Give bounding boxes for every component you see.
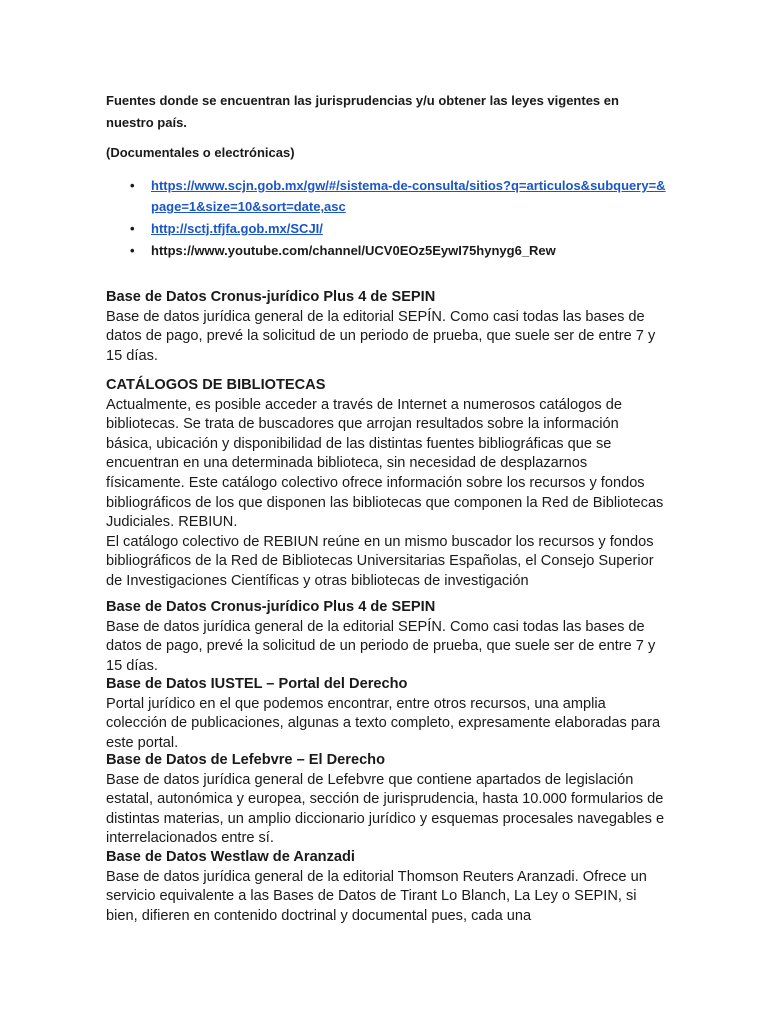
section-iustel bbox=[106, 675, 666, 753]
section-text: Base de datos jurídica general de Lefebvre que contiene apartados de legislación estatal, autonómica y europea, sección de jurisprudencia, hasta 10.000 formularios de distintas materias, un amplio diccionario jurídico y esquemas procesales navegables e interrelacionados entre sí. bbox=[106, 771, 665, 847]
section-title: Base de Datos Westlaw de Aranzadi bbox=[106, 849, 355, 865]
section-catalogos bbox=[106, 376, 666, 592]
section-text: Portal jurídico en el que podemos encontrar, entre otros recursos, una amplia colección de publicaciones, algunas a texto completo, expresamente elaboradas para este portal. bbox=[106, 695, 661, 751]
section-text: Actualmente, es posible acceder a través de Internet a numerosos catálogos de bibliotecas. Se trata de buscadores que arrojan resultados sobre la información básica, ubicación y disponibilidad de las distintas fuentes bibliográficas que se encuentran en una determinada biblioteca, sin necesidad de desplazarnos físicamente. Este catálogo colectivo ofrece información sobre los recursos y fondos bibliográficos de los que disponen las bibliotecas que componen la Red de Bibliotecas Judiciales. REBIUN. bbox=[106, 396, 664, 531]
bullet-icon: • bbox=[130, 178, 135, 193]
section-text: El catálogo colectivo de REBIUN reúne en un mismo buscador los recursos y fondos bibliográficos de la Red de Bibliotecas Universitarias Españolas, el Consejo Superior de Investigaciones Científicas y otras bibliotecas de investigación bbox=[106, 533, 654, 589]
intro-subheading: (Documentales o electrónicas) bbox=[106, 145, 295, 160]
section-title: Base de Datos de Lefebvre – El Derecho bbox=[106, 752, 386, 768]
list-item bbox=[106, 175, 666, 217]
section-cronus-2 bbox=[106, 598, 666, 676]
tfjfa-link[interactable]: http://sctj.tfjfa.gob.mx/SCJI/ bbox=[151, 221, 323, 236]
section-lefebvre bbox=[106, 751, 666, 849]
list-item bbox=[106, 218, 666, 239]
section-westlaw bbox=[106, 848, 666, 926]
section-cronus-1 bbox=[106, 288, 666, 366]
section-text: Base de datos jurídica general de la editorial SEPÍN. Como casi todas las bases de datos de pago, prevé la solicitud de un periodo de prueba, que suele ser de entre 7 y 15 días. bbox=[106, 308, 656, 364]
section-text: Base de datos jurídica general de la editorial SEPÍN. Como casi todas las bases de datos de pago, prevé la solicitud de un periodo de prueba, que suele ser de entre 7 y 15 días. bbox=[106, 618, 656, 674]
section-title: Base de Datos Cronus-jurídico Plus 4 de SEPIN bbox=[106, 289, 436, 305]
link-list bbox=[106, 175, 666, 262]
section-title: Base de Datos IUSTEL – Portal del Derecho bbox=[106, 676, 408, 692]
section-text: Base de datos jurídica general de la editorial Thomson Reuters Aranzadi. Ofrece un servicio equivalente a las Bases de Datos de Tirant Lo Blanch, La Ley o SEPIN, si bien, difieren en contenido doctrinal y documental pues, cada una bbox=[106, 868, 647, 924]
bullet-icon: • bbox=[130, 221, 135, 236]
bullet-icon: • bbox=[130, 243, 135, 258]
section-title: Base de Datos Cronus-jurídico Plus 4 de SEPIN bbox=[106, 599, 436, 615]
youtube-url-text: https://www.youtube.com/channel/UCV0EOz5EywI75hynyg6_Rew bbox=[151, 243, 556, 258]
intro-heading: Fuentes donde se encuentran las jurisprudencias y/u obtener las leyes vigentes en nuestro país. bbox=[106, 93, 619, 130]
scjn-link[interactable]: https://www.scjn.gob.mx/gw/#/sistema-de-consulta/sitios?q=articulos&subquery=&page=1&size=10&sort=date,asc bbox=[151, 178, 666, 214]
list-item bbox=[106, 240, 666, 261]
section-title: CATÁLOGOS DE BIBLIOTECAS bbox=[106, 377, 326, 393]
